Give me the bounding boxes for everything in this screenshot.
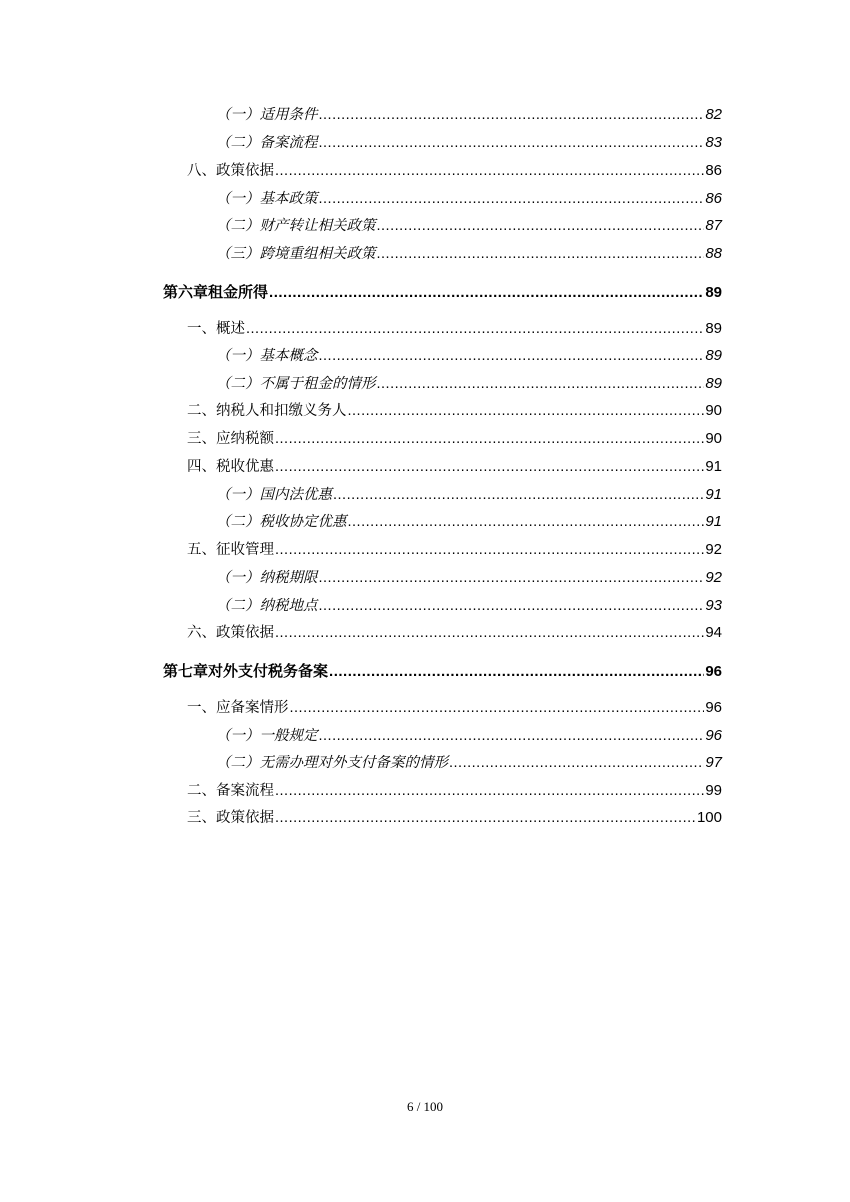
toc-entry-page-number: 82 <box>705 106 722 123</box>
toc-entry-number: 五、 <box>187 542 216 558</box>
toc-entry-page-number: 89 <box>705 347 722 364</box>
dot-leader <box>377 215 705 237</box>
toc-entry-title: 征收管理 <box>216 542 274 558</box>
toc-entry-title: 纳税地点 <box>259 598 318 614</box>
dot-leader <box>319 104 705 126</box>
dot-leader <box>269 282 704 304</box>
toc-entry-page-number: 86 <box>705 190 722 207</box>
toc-entry[interactable] <box>187 160 722 182</box>
toc-entry-number: （二） <box>216 755 260 771</box>
dot-leader <box>246 318 704 340</box>
dot-leader <box>449 752 704 774</box>
dot-leader <box>319 725 705 747</box>
toc-entry-number: （二） <box>216 218 260 234</box>
toc-entry[interactable] <box>187 318 722 340</box>
toc-entry-title: 政策依据 <box>216 810 274 826</box>
toc-entry-number: 第七章 <box>163 662 209 680</box>
toc-entry-page-number: 89 <box>705 320 722 337</box>
toc-entry-title: 一般规定 <box>259 728 318 744</box>
toc-entry-title: 政策依据 <box>216 625 274 641</box>
toc-entry[interactable] <box>216 567 722 589</box>
dot-leader <box>275 160 704 182</box>
toc-entry-number: （一） <box>216 348 260 364</box>
dot-leader <box>348 400 705 422</box>
toc-chapter-entry[interactable] <box>163 281 722 303</box>
toc-entry-number: （二） <box>216 135 260 151</box>
dot-leader <box>275 539 704 561</box>
toc-entry[interactable] <box>216 373 722 395</box>
page-number-footer: 6 / 100 <box>406 1099 444 1114</box>
toc-entry-title: 适用条件 <box>259 107 318 123</box>
toc-entry-number: （三） <box>216 246 260 262</box>
toc-entry-page-number: 96 <box>705 727 722 744</box>
toc-entry-number: 二、 <box>187 403 216 419</box>
toc-entry-page-number: 92 <box>705 569 722 586</box>
toc-entry[interactable] <box>216 104 722 126</box>
dot-leader <box>319 567 705 589</box>
toc-entry-page-number: 88 <box>705 245 722 262</box>
dot-leader <box>290 697 705 719</box>
toc-entry-page-number: 83 <box>705 134 722 151</box>
toc-entry-page-number: 96 <box>705 663 722 680</box>
toc-entry-page-number: 90 <box>705 430 722 447</box>
toc-entry-title: 财产转让相关政策 <box>259 218 376 234</box>
toc-entry-title: 税收协定优惠 <box>259 514 347 530</box>
toc-entry[interactable] <box>216 243 722 265</box>
toc-entry-number: （二） <box>216 598 260 614</box>
toc-entry[interactable] <box>187 539 722 561</box>
toc-entry-number: （一） <box>216 107 260 123</box>
toc-entry-page-number: 93 <box>705 597 722 614</box>
toc-entry[interactable] <box>216 511 722 533</box>
toc-entry-title: 租金所得 <box>208 283 269 301</box>
toc-entry-number: （一） <box>216 570 260 586</box>
toc-entry[interactable] <box>187 780 722 802</box>
toc-entry-page-number: 87 <box>705 217 722 234</box>
dot-leader <box>377 373 705 395</box>
toc-entry-number: 三、 <box>187 431 216 447</box>
toc-entry-page-number: 94 <box>705 624 722 641</box>
toc-entry-title: 纳税人和扣缴义务人 <box>216 403 347 419</box>
dot-leader <box>319 595 705 617</box>
toc-entry-title: 应纳税额 <box>216 431 274 447</box>
dot-leader <box>275 428 704 450</box>
toc-entry[interactable] <box>216 484 722 506</box>
toc-chapter-entry[interactable] <box>163 660 722 682</box>
toc-entry[interactable] <box>216 345 722 367</box>
toc-entry-page-number: 91 <box>705 513 722 530</box>
toc-entry-number: 三、 <box>187 810 216 826</box>
toc-entry[interactable] <box>187 400 722 422</box>
toc-entry[interactable] <box>187 622 722 644</box>
dot-leader <box>329 661 704 683</box>
dot-leader <box>348 511 705 533</box>
dot-leader <box>275 622 704 644</box>
toc-entry-page-number: 97 <box>705 754 722 771</box>
toc-entry-number: （二） <box>216 376 260 392</box>
toc-entry-title: 备案流程 <box>216 783 274 799</box>
toc-entry-number: 一、 <box>187 700 216 716</box>
toc-entry-title: 税收优惠 <box>216 459 274 475</box>
toc-entry-number: 第六章 <box>163 283 209 301</box>
toc-entry[interactable] <box>187 807 722 829</box>
toc-entry-page-number: 89 <box>705 375 722 392</box>
toc-entry[interactable] <box>216 132 722 154</box>
toc-entry[interactable] <box>187 428 722 450</box>
toc-entry[interactable] <box>187 697 722 719</box>
toc-entry-number: 一、 <box>187 321 216 337</box>
toc-entry-title: 应备案情形 <box>216 700 289 716</box>
toc-entry[interactable] <box>216 188 722 210</box>
toc-entry-title: 无需办理对外支付备案的情形 <box>259 755 448 771</box>
dot-leader <box>275 780 704 802</box>
toc-entry[interactable] <box>216 725 722 747</box>
toc-entry-number: 八、 <box>187 163 216 179</box>
toc-entry-page-number: 86 <box>705 162 722 179</box>
toc-entry-number: （二） <box>216 514 260 530</box>
toc-entry-number: 二、 <box>187 783 216 799</box>
toc-entry-title: 不属于租金的情形 <box>259 376 376 392</box>
toc-entry-page-number: 100 <box>696 809 722 826</box>
toc-entry-page-number: 99 <box>705 782 722 799</box>
toc-entry-title: 对外支付税务备案 <box>208 662 329 680</box>
dot-leader <box>319 188 705 210</box>
dot-leader <box>333 484 704 506</box>
toc-entry-number: （一） <box>216 487 260 503</box>
toc-entry[interactable] <box>216 215 722 237</box>
toc-entry-number: 四、 <box>187 459 216 475</box>
toc-entry[interactable] <box>216 752 722 774</box>
toc-entry-number: （一） <box>216 191 260 207</box>
toc-entry-title: 国内法优惠 <box>259 487 332 503</box>
toc-entry-number: （一） <box>216 728 260 744</box>
toc-entry-page-number: 92 <box>705 541 722 558</box>
dot-leader <box>319 132 705 154</box>
dot-leader <box>319 345 705 367</box>
toc-entry-page-number: 91 <box>705 486 722 503</box>
toc-entry-title: 基本概念 <box>259 348 318 364</box>
dot-leader <box>377 243 705 265</box>
toc-entry[interactable] <box>187 456 722 478</box>
dot-leader <box>275 807 696 829</box>
dot-leader <box>275 456 704 478</box>
toc-entry-title: 概述 <box>216 321 245 337</box>
toc-entry-title: 备案流程 <box>259 135 318 151</box>
toc-entry-page-number: 90 <box>705 402 722 419</box>
toc-entry-page-number: 89 <box>705 284 722 301</box>
toc-entry-number: 六、 <box>187 625 216 641</box>
toc-entry[interactable] <box>216 595 722 617</box>
toc-entry-title: 跨境重组相关政策 <box>259 246 376 262</box>
toc-entry-page-number: 91 <box>705 458 722 475</box>
toc-entry-title: 基本政策 <box>259 191 318 207</box>
toc-entry-title: 纳税期限 <box>259 570 318 586</box>
toc-entry-page-number: 96 <box>705 699 722 716</box>
toc-entry-title: 政策依据 <box>216 163 274 179</box>
